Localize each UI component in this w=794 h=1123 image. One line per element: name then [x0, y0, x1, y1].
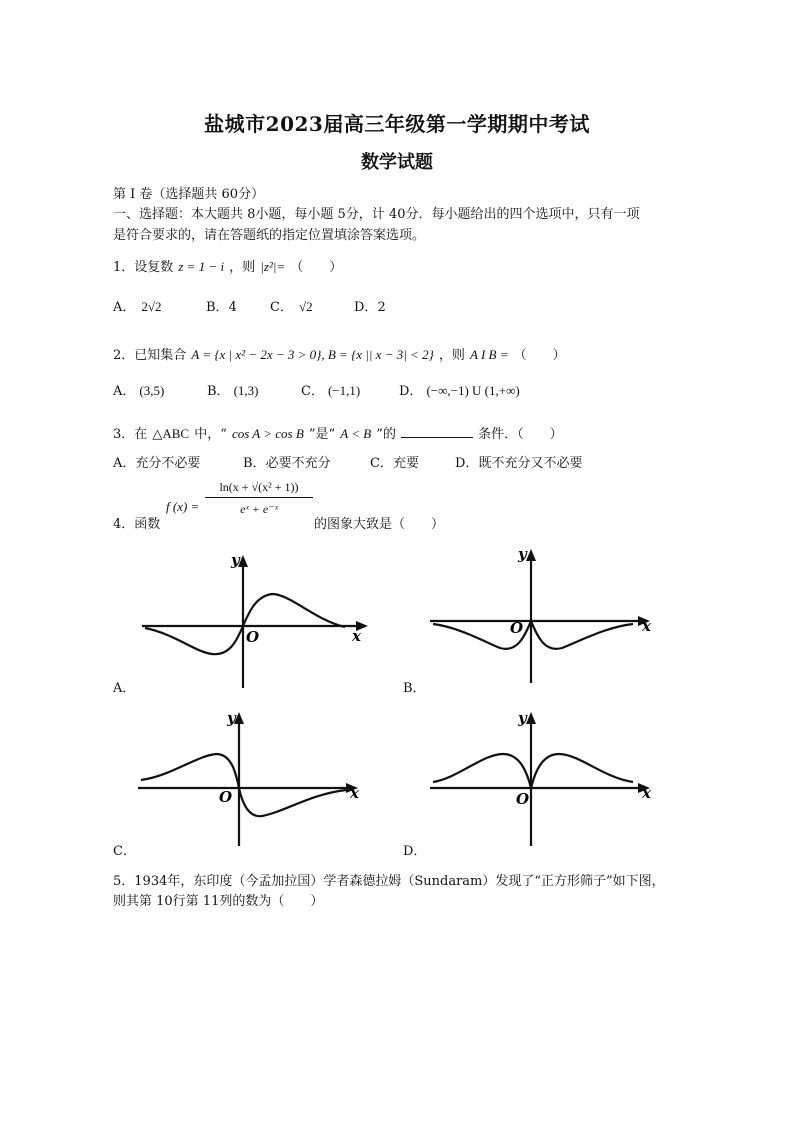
q3-option-a[interactable]: A．充分不必要 — [113, 456, 201, 471]
q2-mid: ，则 — [438, 348, 465, 363]
q4-option-c[interactable]: C． — [113, 844, 136, 859]
q1-option-a[interactable]: A． 2√2 — [113, 299, 162, 315]
page-subtitle: 数学试题 — [361, 152, 433, 173]
q1-option-d[interactable]: D．2 — [354, 300, 386, 315]
graph-d-y-label: y — [518, 709, 527, 727]
q4-fraction — [205, 480, 313, 517]
q3-answer-blank[interactable] — [401, 425, 473, 438]
question-2 — [113, 344, 566, 363]
graph-c-y-label: y — [227, 709, 236, 727]
q3-condition-1: cos A > cos B — [231, 426, 304, 441]
q1-expression: z = 1 − i — [178, 259, 225, 274]
graph-a-origin-label: O — [246, 628, 260, 646]
q3-option-b[interactable]: B．必要不充分 — [243, 456, 331, 471]
q3-triangle: △ABC — [152, 426, 190, 441]
q5-line-1: 5．1934年，东印度（今孟加拉国）学者森德拉姆（Sundaram）发现了“正方形筛子”如下图， — [113, 874, 665, 889]
graph-b-x-label: x — [642, 617, 651, 635]
q2-expression-2: A I B = — [469, 347, 509, 362]
q1-option-b[interactable]: B．4 — [206, 300, 237, 315]
q1-mid: ，则 — [229, 260, 256, 275]
q4-option-b[interactable]: B． — [403, 681, 426, 696]
q4-graph-b[interactable] — [428, 543, 668, 688]
instructions-line-1: 一、选择题：本大题共 8小题，每小题 5分，计 40分．每小题给出的四个选项中，只有一项 — [113, 207, 640, 222]
q3-condition-2: A < B — [340, 426, 372, 441]
question-1 — [113, 256, 342, 280]
q2-expression: A = {x | x² − 2x − 3 > 0}, B = {x || x − 3| < 2} — [191, 347, 434, 362]
q3-mid-1: 中，“ — [194, 427, 227, 442]
graph-c-origin-label: O — [219, 788, 233, 806]
q2-option-d[interactable]: D． (−∞,−1) U (1,+∞) — [399, 383, 520, 399]
q4-numerator: ln(x + √(x² + 1)) — [219, 480, 299, 494]
q4-graph-a[interactable] — [140, 548, 380, 693]
q3-prefix: 3．在 — [113, 427, 148, 442]
graph-b-origin-label: O — [510, 619, 524, 637]
q4-graph-d[interactable] — [428, 706, 668, 851]
q3-option-d[interactable]: D．既不充分又不必要 — [455, 456, 583, 471]
graph-d-x-label: x — [642, 784, 651, 802]
q1-option-c[interactable]: C． √2 — [270, 299, 313, 315]
graph-c-x-label: x — [350, 784, 359, 802]
graph-d-origin-label: O — [516, 790, 530, 808]
q2-prefix: 2．已知集合 — [113, 348, 187, 363]
q3-mid-2: ”是“ — [308, 427, 336, 442]
q4-prefix: 4．函数 — [113, 517, 161, 532]
q2-answer-paren: （ ） — [513, 348, 566, 363]
section-heading: 第 I 卷（选择题共 60分） — [113, 187, 265, 202]
q1-abs-expression: |z²|= — [260, 259, 286, 274]
question-3 — [113, 423, 563, 442]
q1-prefix: 1．设复数 — [113, 260, 174, 275]
q4-graph-c[interactable] — [136, 706, 376, 851]
graph-b-y-label: y — [518, 545, 527, 563]
q3-mid-3: ”的 — [376, 427, 396, 442]
q2-option-a[interactable]: A． (3,5) — [113, 383, 165, 399]
q4-function-lhs: f (x) = — [166, 499, 200, 514]
q3-option-c[interactable]: C．充要 — [370, 456, 419, 471]
q4-suffix: 的图象大致是（ ） — [314, 517, 445, 532]
q2-option-b[interactable]: B． (1,3) — [207, 383, 259, 399]
q4-denominator: eˣ + e⁻ˣ — [240, 502, 278, 516]
page-title: 盐城市2023届高三年级第一学期期中考试 — [204, 112, 590, 136]
graph-a-y-label: y — [231, 551, 240, 569]
instructions-line-2: 是符合要求的，请在答题纸的指定位置填涂答案选项。 — [113, 228, 426, 243]
q5-line-2: 则其第 10行第 11列的数为（ ） — [113, 894, 324, 909]
q4-option-d[interactable]: D． — [403, 844, 427, 859]
q1-answer-paren: （ ） — [290, 260, 343, 275]
graph-a-x-label: x — [352, 627, 361, 645]
q3-suffix: 条件．（ ） — [478, 427, 563, 442]
q4-option-a[interactable]: A． — [113, 681, 136, 696]
q2-option-c[interactable]: C． (−1,1) — [301, 383, 361, 399]
